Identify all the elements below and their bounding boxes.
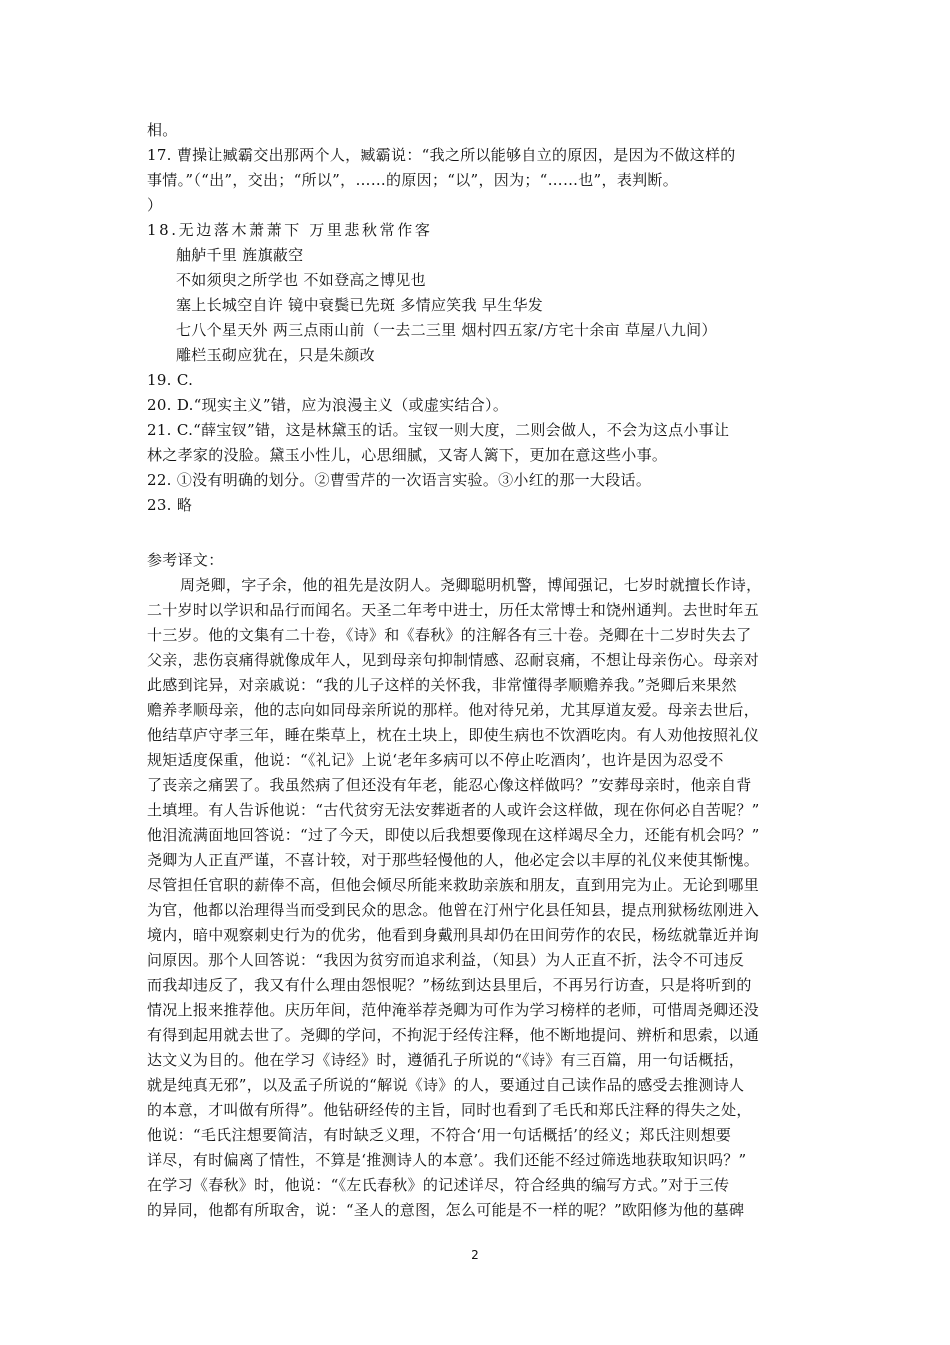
translation-line: 详尽，有时偏离了情性，不算是‘推测诗人的本意’。我们还能不经过筛选地获取知识吗？” [147,1151,747,1169]
translation-line: 的异同，他都有所取舍，说：“圣人的意图，怎么可能是不一样的呢？”欧阳修为他的墓碑 [147,1201,745,1219]
answer-20: 20. D.“现实主义”错，应为浪漫主义（或虚实结合）。 [147,396,509,414]
answer-16-tail: 相。 [147,121,178,139]
translation-line: 他泪流满面地回答说：“过了今天，即使以后我想要像现在这样竭尽全力，还能有机会吗？” [147,826,760,844]
translation-line: 他结草庐守孝三年，睡在柴草上，枕在土块上，即使生病也不饮酒吃肉。有人劝他按照礼仪 [147,726,760,744]
translation-line: 父亲，悲伤哀痛得就像成年人，见到母亲句抑制情感、忍耐哀痛，不想让母亲伤心。母亲对 [147,651,760,669]
answer-17-line-1: 17. 曹操让臧霸交出那两个人，臧霸说：“我之所以能够自立的原因，是因为不做这样的 [147,146,736,164]
answer-18-line-6: 雕栏玉砌应犹在，只是朱颜改 [176,346,375,364]
translation-line: 为官，他都以治理得当而受到民众的思念。他曾在汀州宁化县任知县，提点刑狱杨纮刚进入 [147,901,760,919]
translation-line: 赡养孝顺母亲，他的志向如同母亲所说的那样。他对待兄弟，尤其厚道友爱。母亲去世后， [147,701,760,719]
page-number: 2 [471,1248,479,1262]
translation-line: 的本意，才叫做有所得”。他钻研经传的主旨，同时也看到了毛氏和郑氏注释的得失之处， [147,1101,752,1119]
answer-18-line-1: 18.无边落木萧萧下 万里悲秋常作客 [147,221,433,239]
answer-21-line-1: 21. C.“薛宝钗”错，这是林黛玉的话。宝钗一则大度，二则会做人，不会为这点小事让 [147,421,730,439]
answer-18-line-5: 七八个星天外 两三点雨山前（一去二三里 烟村四五家/方宅十余亩 草屋八九间） [176,321,717,339]
answer-18-line-4: 塞上长城空自许 镜中衰鬓已先斑 多情应笑我 早生华发 [176,296,544,314]
answer-17-line-2: 事情。”（“出”，交出；“所以”，……的原因；“以”，因为；“……也”，表判断。 [147,171,679,189]
translation-line: 有得到起用就去世了。尧卿的学问，不拘泥于经传注释，他不断地提问、辨析和思索，以通 [147,1026,760,1044]
translation-line: 了丧亲之痛罢了。我虽然病了但还没有年老，能忍心像这样做吗？”安葬母亲时，他亲自背 [147,776,752,794]
translation-line: 土填埋。有人告诉他说：“古代贫穷无法安葬逝者的人或许会这样做，现在你何必自苦呢？” [147,801,760,819]
answer-23: 23. 略 [147,496,193,514]
translation-line: 达文义为目的。他在学习《诗经》时，遵循孔子所说的“《诗》有三百篇，用一句话概括， [147,1051,745,1069]
translation-line: 此感到诧异，对亲戚说：“我的儿子这样的关怀我，非常懂得孝顺赡养我。”尧卿后来果然 [147,676,737,694]
translation-line: 尧卿为人正直严谨，不喜计较，对于那些轻慢他的人，他必定会以丰厚的礼仪来使其惭愧。 [147,851,760,869]
translation-line: 就是纯真无邪”，以及孟子所说的“解说《诗》的人，要通过自己读作品的感受去推测诗人 [147,1076,745,1094]
answer-17-line-3: ） [147,196,163,214]
answer-18-line-3: 不如须臾之所学也 不如登高之博见也 [176,271,426,289]
translation-line: 而我却违反了，我又有什么理由怨恨呢？”杨纮到达县里后，不再另行访查，只是将听到的 [147,976,752,994]
translation-heading: 参考译文： [147,551,224,569]
answer-19: 19. C. [147,371,194,389]
translation-line: 尽管担任官职的薪俸不高，但他会倾尽所能来救助亲族和朋友，直到用完为止。无论到哪里 [147,876,760,894]
translation-line: 在学习《春秋》时，他说：“《左氏春秋》的记述详尽，符合经典的编写方式。”对于三传 [147,1176,730,1194]
translation-line: 周尧卿，字子余，他的祖先是汝阴人。尧卿聪明机警，博闻强记，七岁时就擅长作诗， [180,576,762,594]
answer-21-line-2: 林之孝家的没脸。黛玉小性儿，心思细腻，又寄人篱下，更加在意这些小事。 [147,446,668,464]
translation-line: 十三岁。他的文集有二十卷，《诗》和《春秋》的注解各有三十卷。尧卿在十二岁时失去了 [147,626,752,644]
answer-18-line-2: 舳舻千里 旌旗蔽空 [176,246,304,264]
translation-line: 境内，暗中观察刺史行为的优劣，他看到身戴刑具却仍在田间劳作的农民，杨纮就靠近并询 [147,926,760,944]
translation-line: 他说：“毛氏注想要简洁，有时缺乏义理，不符合‘用一句话概括’的经义；郑氏注则想要 [147,1126,732,1144]
translation-line: 情况上报来推荐他。庆历年间，范仲淹举荐尧卿为可作为学习榜样的老师，可惜周尧卿还没 [147,1001,760,1019]
translation-line: 问原因。那个人回答说：“我因为贫穷而追求利益，（知县）为人正直不折，法令不可违反 [147,951,745,969]
translation-line: 二十岁时以学识和品行而闻名。天圣二年考中进士，历任太常博士和饶州通判。去世时年五 [147,601,760,619]
translation-line: 规矩适度保重，他说：“《礼记》上说‘老年多病可以不停止吃酒肉’，也许是因为忍受不 [147,751,724,769]
answer-22: 22. ①没有明确的划分。②曹雪芹的一次语言实验。③小红的那一大段话。 [147,471,652,489]
